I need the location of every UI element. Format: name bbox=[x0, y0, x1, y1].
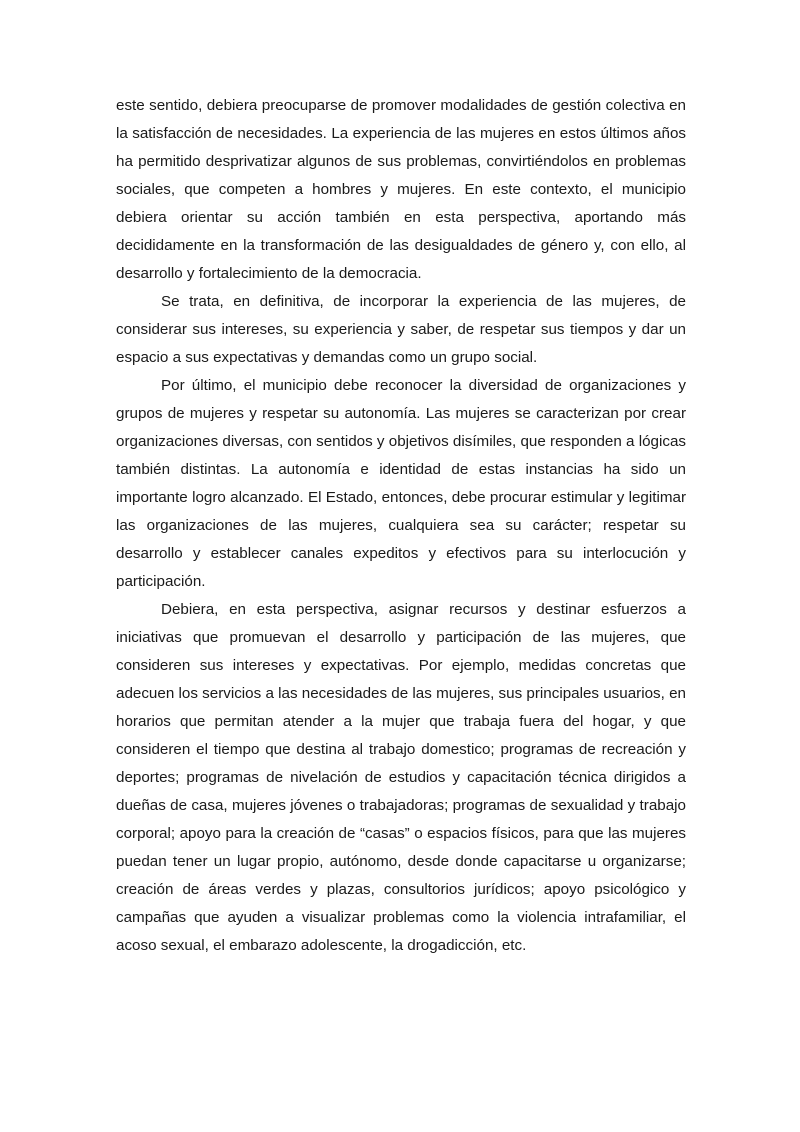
paragraph-3: Por último, el municipio debe reconocer la diversidad de organizaciones y grupos de mujeres y respetar su autonomía. Las mujeres se caracterizan por crear organizaciones diversas, con sentidos y objetivos disímiles, que responden a lógicas también distintas. La autonomía e identidad de estas instancias ha sido un importante logro alcanzado. El Estado, entonces, debe procurar estimular y legitimar las organizaciones de las mujeres, cualquiera sea su carácter; respetar su desarrollo y establecer canales expeditos y efectivos para su interlocución y participación. bbox=[116, 377, 686, 590]
document-page bbox=[116, 92, 686, 960]
paragraph-2: Se trata, en definitiva, de incorporar la experiencia de las mujeres, de considerar sus intereses, su experiencia y saber, de respetar sus tiempos y dar un espacio a sus expectativas y demandas como un grupo social. bbox=[116, 293, 686, 366]
paragraph-4: Debiera, en esta perspectiva, asignar recursos y destinar esfuerzos a iniciativas que promuevan el desarrollo y participación de las mujeres, que consideren sus intereses y expectativas. Por ejemplo, medidas concretas que adecuen los servicios a las necesidades de las mujeres, sus principales usuarios, en horarios que permitan atender a la mujer que trabaja fuera del hogar, y que consideren el tiempo que destina al trabajo domestico; programas de recreación y deportes; programas de nivelación de estudios y capacitación técnica dirigidos a dueñas de casa, mujeres jóvenes o trabajadoras; programas de sexualidad y trabajo corporal; apoyo para la creación de “casas” o espacios físicos, para que las mujeres puedan tener un lugar propio, autónomo, desde donde capacitarse u organizarse; creación de áreas verdes y plazas, consultorios jurídicos; apoyo psicológico y campañas que ayuden a visualizar problemas como la violencia intrafamiliar, el acoso sexual, el embarazo adolescente, la drogadicción, etc. bbox=[116, 601, 686, 954]
paragraph-1: este sentido, debiera preocuparse de promover modalidades de gestión colectiva en la satisfacción de necesidades. La experiencia de las mujeres en estos últimos años ha permitido desprivatizar algunos de sus problemas, convirtiéndolos en problemas sociales, que competen a hombres y mujeres. En este contexto, el municipio debiera orientar su acción también en esta perspectiva, aportando más decididamente en la transformación de las desigualdades de género y, con ello, al desarrollo y fortalecimiento de la democracia. bbox=[116, 97, 686, 282]
